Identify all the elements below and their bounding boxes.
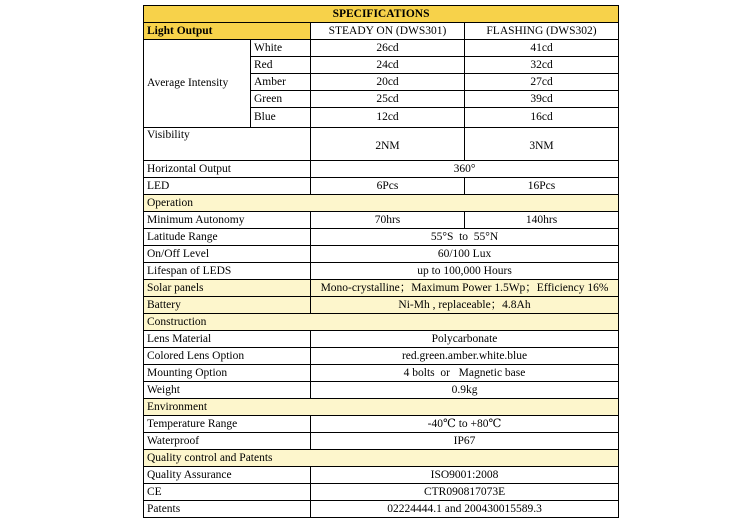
horizontal-output-value: 360° <box>311 161 619 178</box>
horizontal-output-row <box>144 161 619 178</box>
on-off-level-value: 60/100 Lux <box>311 246 619 263</box>
color-label: Blue <box>251 108 311 128</box>
horizontal-output-label: Horizontal Output <box>144 161 311 178</box>
temperature-range-label: Temperature Range <box>144 416 311 433</box>
steady-on-header: STEADY ON (DWS301) <box>311 23 465 40</box>
steady-value: 12cd <box>311 108 465 128</box>
colored-lens-option-value: red.green.amber.white.blue <box>311 348 619 365</box>
quality-assurance-row <box>144 467 619 484</box>
waterproof-row <box>144 433 619 450</box>
visibility-flashing: 3NM <box>465 128 619 161</box>
waterproof-value: IP67 <box>311 433 619 450</box>
header-row <box>144 23 619 40</box>
color-label: Green <box>251 91 311 108</box>
weight-label: Weight <box>144 382 311 399</box>
temperature-range-value: -40℃ to +80℃ <box>311 416 619 433</box>
light-output-label: Light Output <box>144 23 311 40</box>
colored-lens-option-row <box>144 348 619 365</box>
battery-value: Ni-Mh , replaceable；4.8Ah <box>311 297 619 314</box>
visibility-label: Visibility <box>144 128 311 161</box>
color-label: Amber <box>251 74 311 91</box>
mounting-option-row <box>144 365 619 382</box>
ce-value: CTR090817073E <box>311 484 619 501</box>
quality-section-row <box>144 450 619 467</box>
led-steady: 6Pcs <box>311 178 465 195</box>
led-row <box>144 178 619 195</box>
operation-section-row <box>144 195 619 212</box>
latitude-range-value: 55°S to 55°N <box>311 229 619 246</box>
mounting-option-value: 4 bolts or Magnetic base <box>311 365 619 382</box>
lens-material-label: Lens Material <box>144 331 311 348</box>
minimum-autonomy-flashing: 140hrs <box>465 212 619 229</box>
mounting-option-label: Mounting Option <box>144 365 311 382</box>
average-intensity-label: Average Intensity <box>144 40 251 128</box>
lens-material-value: Polycarbonate <box>311 331 619 348</box>
led-flashing: 16Pcs <box>465 178 619 195</box>
steady-value: 24cd <box>311 57 465 74</box>
solar-panels-value: Mono-crystalline；Maximum Power 1.5Wp；Efficiency 16% <box>311 280 619 297</box>
solar-panels-label: Solar panels <box>144 280 311 297</box>
flashing-value: 32cd <box>465 57 619 74</box>
temperature-range-row <box>144 416 619 433</box>
patents-value: 02224444.1 and 200430015589.3 <box>311 501 619 518</box>
environment-section-label: Environment <box>144 399 619 416</box>
visibility-steady: 2NM <box>311 128 465 161</box>
patents-row <box>144 501 619 518</box>
on-off-level-label: On/Off Level <box>144 246 311 263</box>
minimum-autonomy-steady: 70hrs <box>311 212 465 229</box>
solar-panels-row <box>144 280 619 297</box>
intensity-row-white <box>144 40 619 57</box>
flashing-value: 41cd <box>465 40 619 57</box>
specifications-table <box>143 5 619 518</box>
flashing-header: FLASHING (DWS302) <box>465 23 619 40</box>
flashing-value: 16cd <box>465 108 619 128</box>
led-label: LED <box>144 178 311 195</box>
flashing-value: 27cd <box>465 74 619 91</box>
minimum-autonomy-row <box>144 212 619 229</box>
color-label: Red <box>251 57 311 74</box>
weight-row <box>144 382 619 399</box>
patents-label: Patents <box>144 501 311 518</box>
construction-section-label: Construction <box>144 314 619 331</box>
waterproof-label: Waterproof <box>144 433 311 450</box>
flashing-value: 39cd <box>465 91 619 108</box>
weight-value: 0.9kg <box>311 382 619 399</box>
battery-label: Battery <box>144 297 311 314</box>
steady-value: 20cd <box>311 74 465 91</box>
minimum-autonomy-label: Minimum Autonomy <box>144 212 311 229</box>
lifespan-value: up to 100,000 Hours <box>311 263 619 280</box>
quality-assurance-label: Quality Assurance <box>144 467 311 484</box>
quality-assurance-value: ISO9001:2008 <box>311 467 619 484</box>
lens-material-row <box>144 331 619 348</box>
colored-lens-option-label: Colored Lens Option <box>144 348 311 365</box>
lifespan-row <box>144 263 619 280</box>
title-row <box>144 6 619 23</box>
table-title: SPECIFICATIONS <box>144 6 619 23</box>
color-label: White <box>251 40 311 57</box>
battery-row <box>144 297 619 314</box>
ce-label: CE <box>144 484 311 501</box>
operation-section-label: Operation <box>144 195 619 212</box>
construction-section-row <box>144 314 619 331</box>
lifespan-label: Lifespan of LEDS <box>144 263 311 280</box>
ce-row <box>144 484 619 501</box>
on-off-level-row <box>144 246 619 263</box>
steady-value: 26cd <box>311 40 465 57</box>
quality-section-label: Quality control and Patents <box>144 450 619 467</box>
visibility-row <box>144 128 619 161</box>
latitude-range-label: Latitude Range <box>144 229 311 246</box>
environment-section-row <box>144 399 619 416</box>
steady-value: 25cd <box>311 91 465 108</box>
latitude-range-row <box>144 229 619 246</box>
